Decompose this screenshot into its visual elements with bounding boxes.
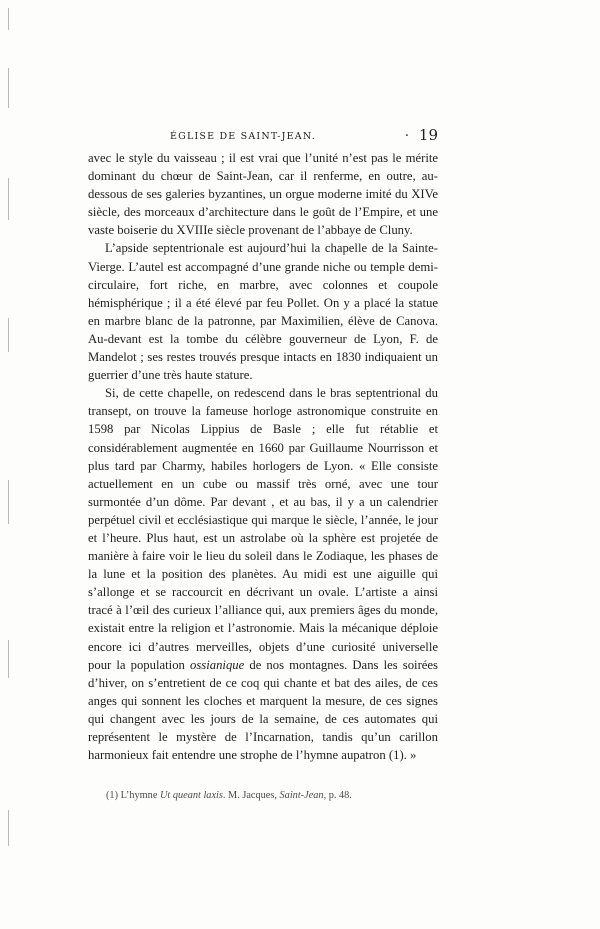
body-text — [88, 149, 438, 764]
paragraph — [88, 384, 438, 764]
footnote-text: L’hymne — [118, 790, 160, 801]
scan-margin-mark — [8, 68, 9, 108]
scan-margin-mark — [8, 318, 9, 352]
italic-word: ossianique — [189, 657, 245, 672]
paragraph-text: Si, de cette chapelle, on redescend dans le bras septentrional du transept, on trouve la fameuse horloge astronomique construite en 1598 par Nicolas Lippius de Basle ; elle fut rétablie et considérablement augmentée en 1660 par Guillaume Nourrisson et plus tard par Charmy, habiles horlogers de Lyon. « Elle consiste actuellement en un cube ou massif très orné, avec une tour surmontée d’un dôme. Par devant , et au bas, il y a un calendrier perpétuel civil et ecclésiastique qui marque le siècle, l’année, le jour et l’heure. Plus haut, est un astrolabe où la sphère est projetée de manière à faire voir le lieu du soleil dans le Zodiaque, les phases de la lune et la position des planètes. Au midi est une aiguille qui s’allonge et se raccourcit en décrivant un ovale. L’artiste a ainsi tracé à l’œil des curieux l’alliance qui, aux premiers âges du monde, existait entre la religion et l’astronomie. Mais la mécanique déploie encore ici d’autres merveilles, objets d’une curiosité universelle pour la population — [88, 386, 438, 672]
page-header — [88, 128, 438, 148]
footnote-italic-title: Ut queant laxis — [159, 790, 223, 801]
running-title: ÉGLISE DE SAINT-JEAN. — [170, 131, 316, 142]
paragraph: L’apside septentrionale est aujourd’hui la chapelle de la Sainte-Vierge. L’autel est accompagné d’une grande niche ou temple demi-circulaire, fort riche, en marbre, avec colonnes et coupole hémisphérique ; il a été élevé par feu Pollet. On y a placé la statue en marbre blanc de la patronne, par Maximilien, élève de Canova. Au-devant est la tombe du célèbre gouverneur de Lyon, F. de Mandelot ; ses restes trouvés presque intacts en 1830 indiquaient un guerrier d’une très haute stature. — [88, 241, 438, 383]
footnote-text: , p. 48. — [323, 790, 352, 801]
scan-margin-mark — [8, 810, 9, 846]
scan-margin-mark — [8, 178, 9, 220]
footnote — [88, 790, 438, 801]
footnote-marker: (1) — [106, 790, 119, 801]
scan-margin-mark — [8, 640, 9, 678]
scan-margin-mark — [8, 8, 9, 30]
paragraph: avec le style du vaisseau ; il est vrai que l’unité n’est pas le mérite dominant du chœur de Saint-Jean, car il renferme, en outre, au-dessous de ses galeries byzantines, un orgue moderne imité du XIVe siècle, des morceaux d’architecture dans le goût de l’Empire, et une vaste boiserie du XVIIIe siècle provenant de l’abbaye de Cluny. — [88, 151, 438, 238]
page-number: . 19 — [419, 126, 438, 144]
footnote-italic-work: Saint-Jean — [279, 790, 324, 801]
footnote-text: . M. Jacques, — [222, 790, 280, 801]
scan-margin-mark — [8, 480, 9, 524]
paragraph-text: de nos montagnes. Dans les soirées d’hiver, on s’entretient de ce coq qui chante et bat des ailes, de ces anges qui sonnent les cloches et marquent la mesure, de ces signes qui changent avec les jours de la semaine, de ces automates qui représentent le mystère de l’Incarnation, tandis qu’un carillon harmonieux fait entendre une strophe de l’hymne aupatron (1). » — [88, 657, 438, 763]
